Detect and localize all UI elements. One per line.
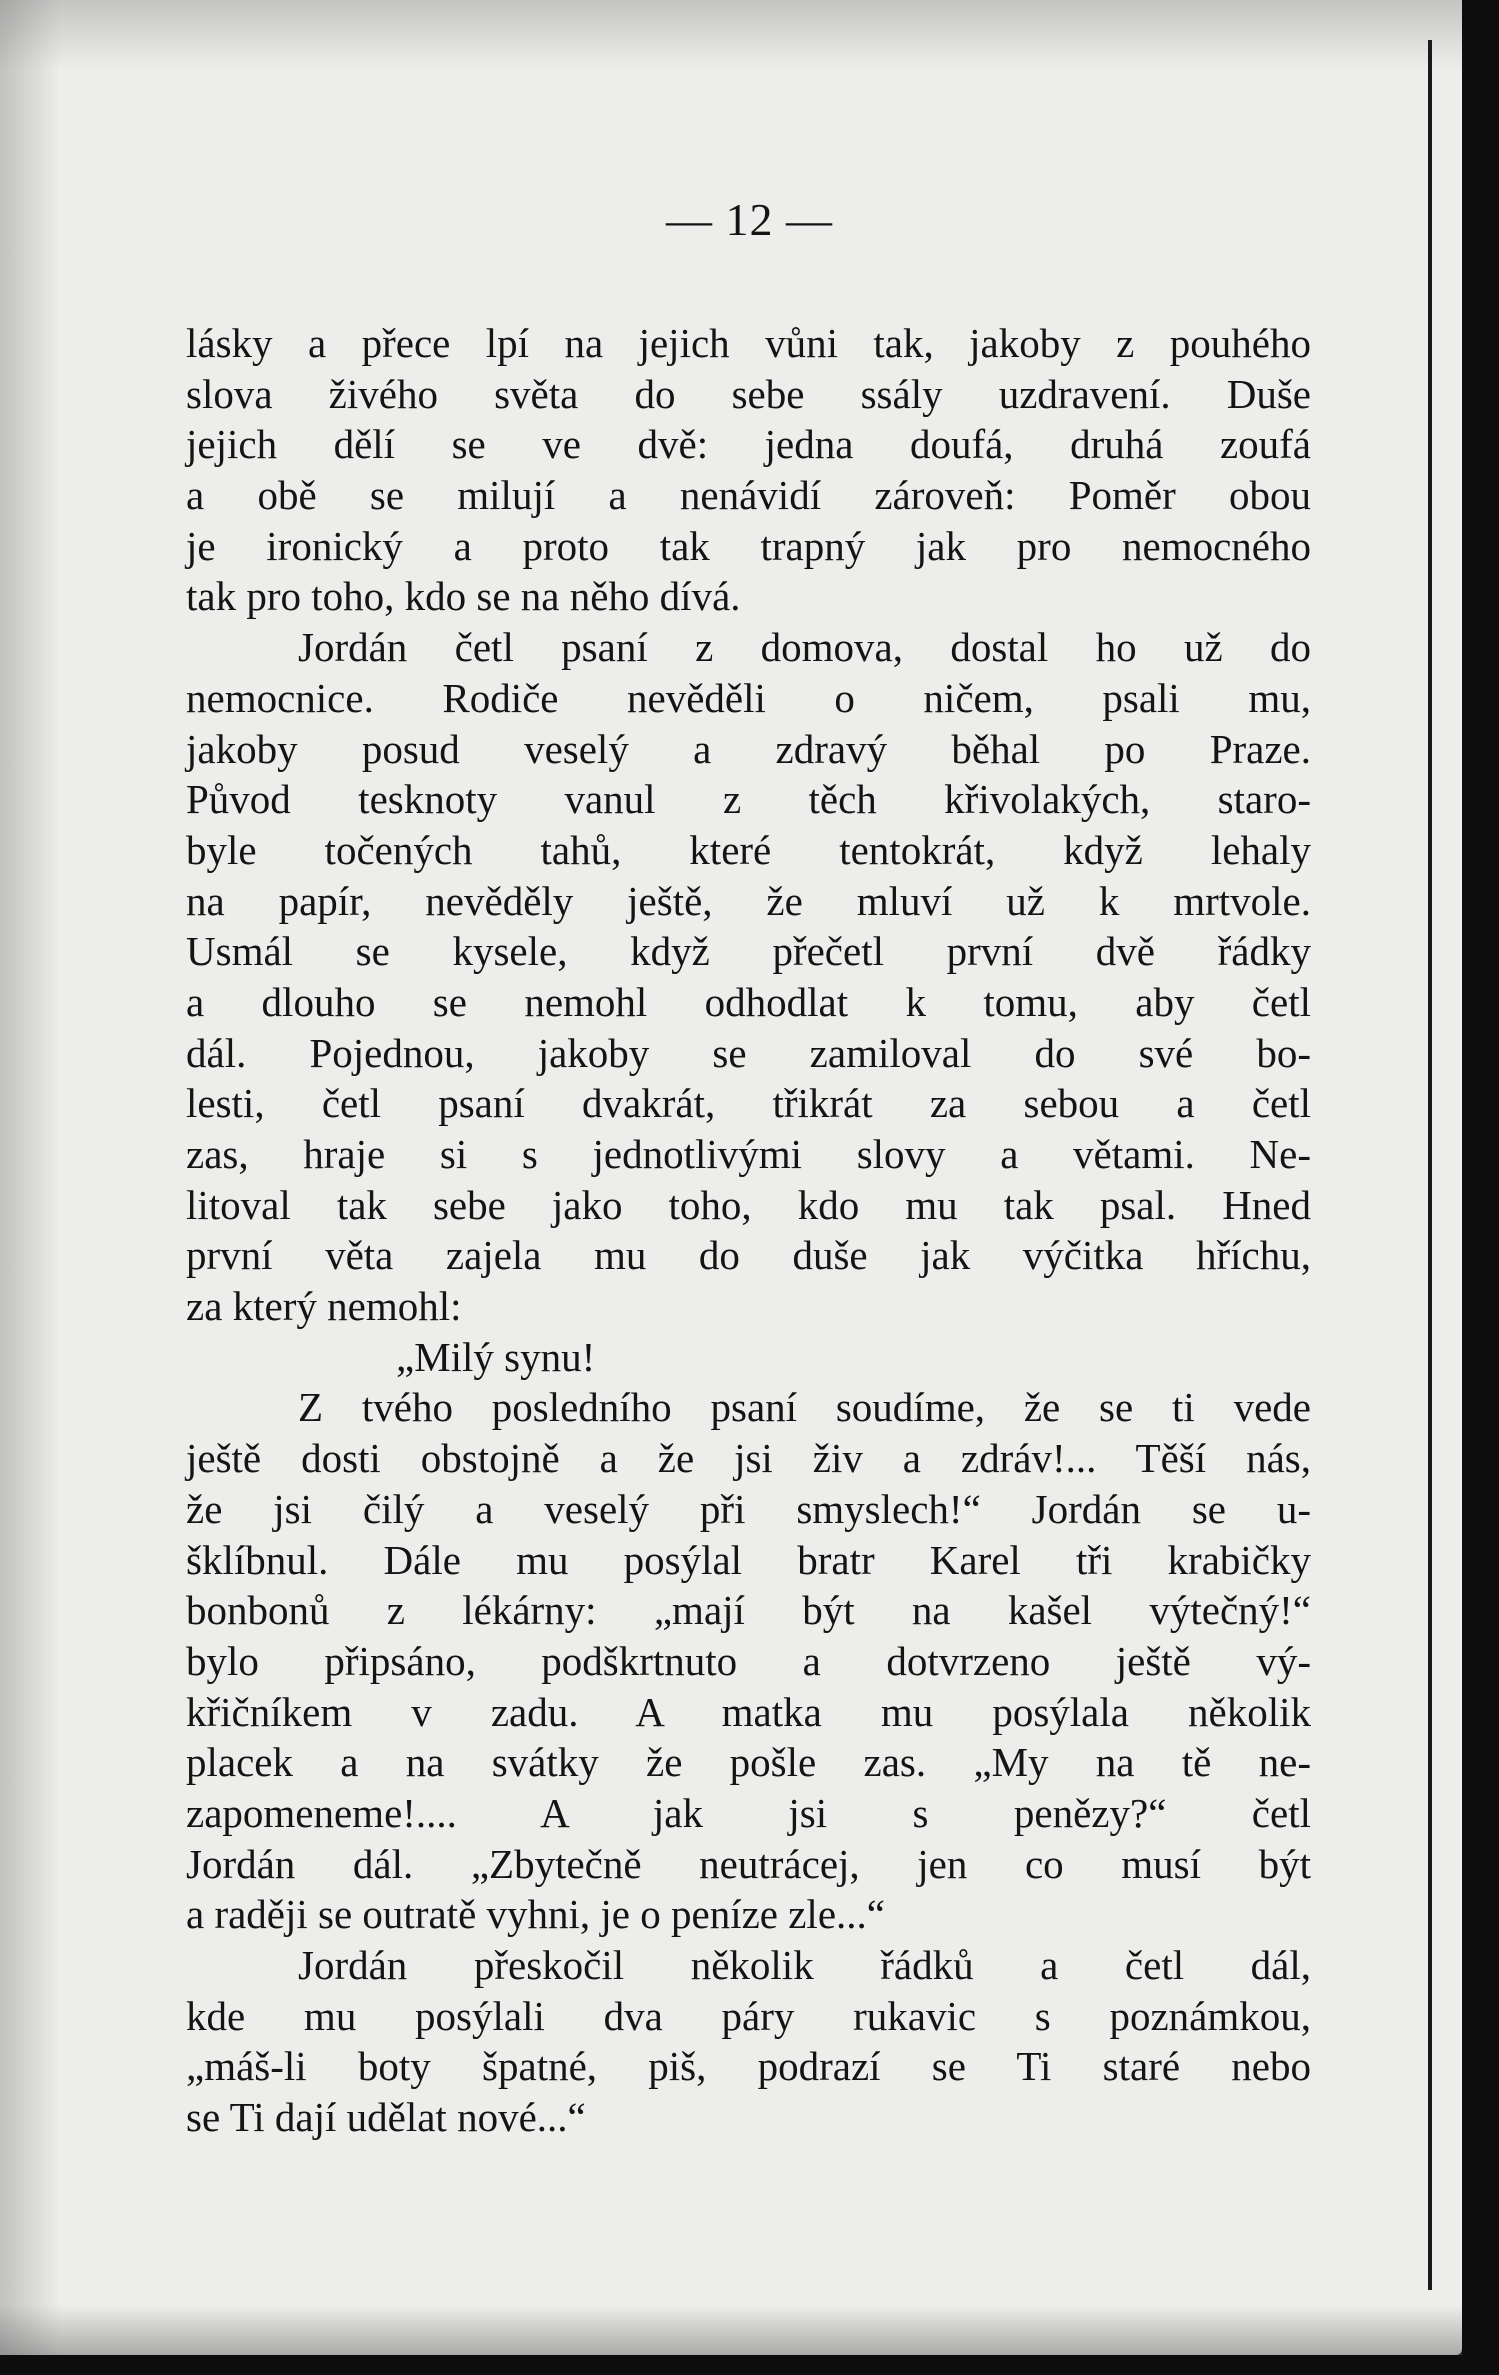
text-line: Usmál se kysele, když přečetl první dvě řádky — [186, 928, 1311, 975]
text-line: dál. Pojednou, jakoby se zamiloval do své bo- — [186, 1029, 1311, 1076]
text-line: „Milý synu! — [396, 1333, 596, 1380]
text-line: a dlouho se nemohl odhodlat k tomu, aby četl — [186, 978, 1311, 1025]
text-line: byle točených tahů, které tentokrát, když lehaly — [186, 826, 1311, 873]
text-line: placek a na svátky že pošle zas. „My na tě ne- — [186, 1739, 1311, 1786]
text-line: slova živého světa do sebe ssály uzdravení. Duše — [186, 370, 1311, 417]
text-line: první věta zajela mu do duše jak výčitka hříchu, — [186, 1232, 1311, 1279]
text-line: se Ti dají udělat nové...“ — [186, 2094, 586, 2141]
text-line: jakoby posud veselý a zdravý běhal po Praze. — [186, 725, 1311, 772]
page-shadow-top — [0, 0, 1462, 70]
text-line: Jordán přeskočil několik řádků a četl dál, — [298, 1942, 1311, 1988]
text-line: Jordán četl psaní z domova, dostal ho už do — [298, 624, 1311, 671]
text-line: „máš-li boty špatné, piš, podrazí se Ti staré nebo — [186, 2043, 1311, 2090]
text-line: tak pro toho, kdo se na něho dívá. — [186, 573, 741, 620]
text-line: šklíbnul. Dále mu posýlal bratr Karel tři krabičky — [186, 1536, 1311, 1583]
text-line: zas, hraje si s jednotlivými slovy a větami. Ne- — [186, 1131, 1311, 1177]
text-line: zapomeneme!.... A jak jsi s penězy?“ četl — [186, 1789, 1311, 1836]
text-line: za který nemohl: — [186, 1283, 462, 1330]
text-line: Jordán dál. „Zbytečně neutrácej, jen co musí být — [186, 1840, 1311, 1887]
text-line: bylo připsáno, podškrtnuto a dotvrzeno ještě vý- — [186, 1637, 1311, 1684]
text-line: křičníkem v zadu. A matka mu posýlala několik — [186, 1688, 1311, 1735]
page-shadow-bottom — [0, 2305, 1462, 2355]
text-line: Z tvého posledního psaní soudíme, že se ti vede — [298, 1384, 1311, 1431]
text-line: ještě dosti obstojně a že jsi živ a zdráv!... Těší nás, — [186, 1435, 1311, 1482]
text-line: bonbonů z lékárny: „mají být na kašel výtečný!“ — [186, 1587, 1311, 1634]
text-line: že jsi čilý a veselý při smyslech!“ Jordán se u- — [186, 1485, 1311, 1532]
page-number: — 12 — — [666, 194, 833, 245]
text-line: litoval tak sebe jako toho, kdo mu tak psal. Hned — [186, 1181, 1311, 1228]
text-line: a raději se outratě vyhni, je o peníze zle...“ — [186, 1891, 885, 1938]
page-shadow-left — [0, 0, 60, 2355]
text-line: lesti, četl psaní dvakrát, třikrát za sebou a četl — [186, 1080, 1311, 1127]
text-line: je ironický a proto tak trapný jak pro nemocného — [186, 522, 1311, 569]
text-line: nemocnice. Rodiče nevěděli o ničem, psali mu, — [186, 674, 1311, 721]
text-line: a obě se milují a nenávidí zároveň: Poměr obou — [186, 472, 1311, 519]
text-line: na papír, nevěděly ještě, že mluví už k mrtvole. — [186, 877, 1311, 924]
page-fold-line — [1428, 40, 1432, 2290]
body-text — [186, 318, 1311, 2143]
text-line: Původ tesknoty vanul z těch křivolakých, staro- — [186, 776, 1311, 823]
text-line: kde mu posýlali dva páry rukavic s poznámkou, — [186, 1992, 1311, 2039]
text-line: jejich dělí se ve dvě: jedna doufá, druhá zoufá — [186, 421, 1311, 468]
text-line: lásky a přece lpí na jejich vůni tak, jakoby z pouhého — [186, 320, 1311, 366]
